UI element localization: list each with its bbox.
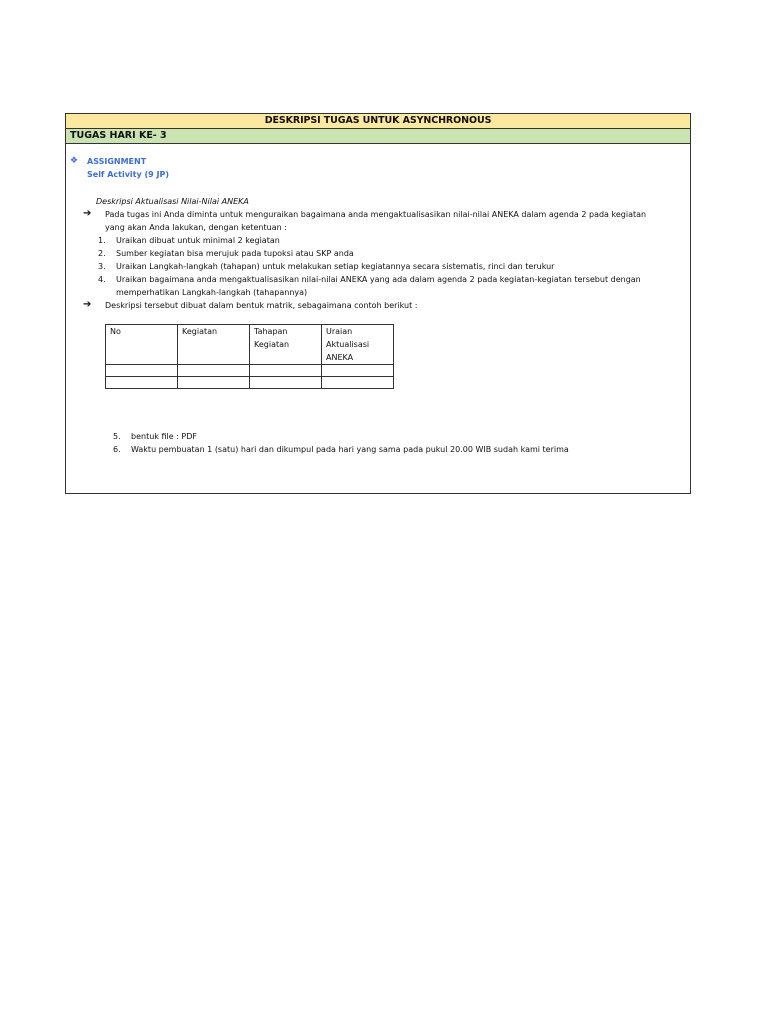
assignment-document bbox=[65, 113, 691, 494]
table-cell bbox=[250, 377, 322, 389]
table-header-cell bbox=[106, 325, 178, 365]
table-cell bbox=[178, 377, 250, 389]
rule-text: Waktu pembuatan 1 (satu) hari dan dikumpul pada hari yang sama pada pukul 20.00 WIB sudah kami terima bbox=[131, 445, 569, 454]
table-cell bbox=[106, 377, 178, 389]
table-cell bbox=[322, 365, 394, 377]
table-cell bbox=[106, 365, 178, 377]
rule-number: 6. bbox=[113, 445, 121, 454]
rule-text: Uraikan dibuat untuk minimal 2 kegiatan bbox=[116, 236, 280, 245]
table-cell bbox=[250, 365, 322, 377]
rule-number: 4. bbox=[98, 275, 106, 284]
example-matrix-table bbox=[105, 324, 394, 389]
rule-text-continued: memperhatikan Langkah-langkah (tahapannya) bbox=[116, 288, 308, 297]
header-uraian: Uraian Aktualisasi ANEKA bbox=[326, 327, 370, 362]
rule-text: Sumber kegiatan bisa merujuk pada tupoksi atau SKP anda bbox=[116, 249, 354, 258]
table-row bbox=[106, 365, 394, 377]
section-title: Deskripsi Aktualisasi Nilai-Nilai ANEKA bbox=[96, 197, 249, 206]
table-header-cell bbox=[322, 325, 394, 365]
table-row bbox=[106, 377, 394, 389]
assignment-heading: ASSIGNMENT bbox=[87, 157, 147, 166]
header-tahapan: Tahapan Kegiatan bbox=[254, 327, 290, 349]
table-cell bbox=[322, 377, 394, 389]
diamond-bullet-icon: ❖ bbox=[70, 156, 79, 166]
day-label: TUGAS HARI KE- 3 bbox=[66, 129, 690, 144]
rule-number: 2. bbox=[98, 249, 106, 258]
table-header-cell bbox=[250, 325, 322, 365]
arrow-right-icon: ➔ bbox=[83, 299, 92, 310]
rule-number: 1. bbox=[98, 236, 106, 245]
rule-number: 3. bbox=[98, 262, 106, 271]
matrix-intro: Deskripsi tersebut dibuat dalam bentuk matrik, sebagaimana contoh berikut : bbox=[105, 301, 418, 310]
intro-line-1: Pada tugas ini Anda diminta untuk menguraikan bagaimana anda mengaktualisasikan nilai-nilai ANEKA dalam agenda 2 pada kegiatan bbox=[105, 210, 647, 219]
rule-text: Uraikan Langkah-langkah (tahapan) untuk melakukan setiap kegiatannya secara sistematis, rinci dan terukur bbox=[116, 262, 555, 271]
table-header-cell bbox=[178, 325, 250, 365]
table-cell bbox=[178, 365, 250, 377]
header-kegiatan: Kegiatan bbox=[182, 327, 218, 336]
document-title: DESKRIPSI TUGAS UNTUK ASYNCHRONOUS bbox=[66, 114, 690, 129]
header-no: No bbox=[110, 327, 121, 336]
intro-line-2: yang akan Anda lakukan, dengan ketentuan : bbox=[105, 223, 287, 232]
assignment-subheading: Self Activity (9 JP) bbox=[87, 170, 169, 179]
rule-number: 5. bbox=[113, 432, 121, 441]
table-header-row bbox=[106, 325, 394, 365]
rule-text: bentuk file : PDF bbox=[131, 432, 198, 441]
arrow-right-icon: ➔ bbox=[83, 208, 92, 219]
rule-text: Uraikan bagaimana anda mengaktualisasikan nilai-nilai ANEKA yang ada dalam agenda 2 pada kegiatan-kegiatan tersebut dengan bbox=[116, 275, 641, 284]
